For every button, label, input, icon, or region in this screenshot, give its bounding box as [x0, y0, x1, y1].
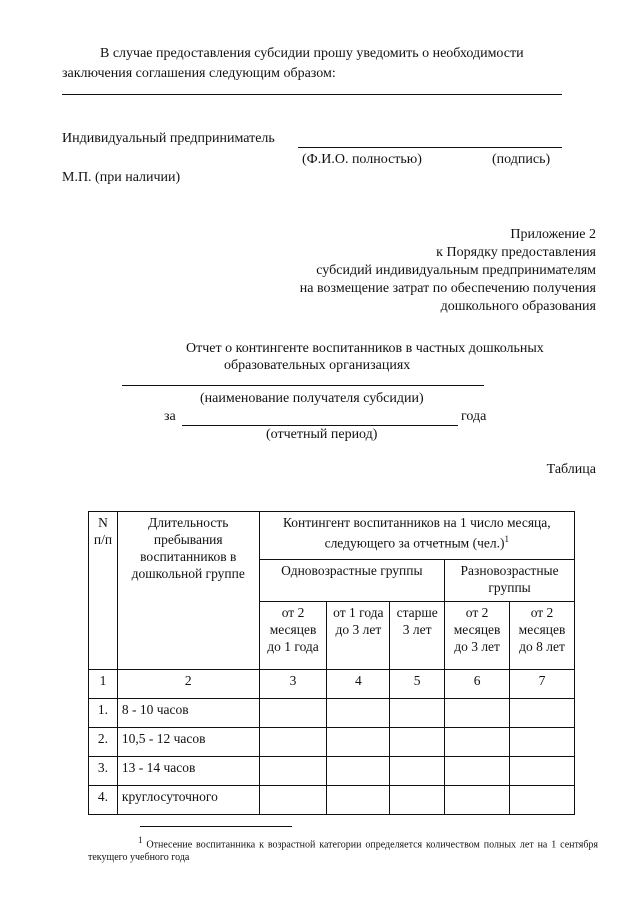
seal-label: М.П. (при наличии) — [62, 170, 181, 185]
appendix-line: к Порядку предоставления — [436, 245, 596, 260]
subheader-cell: старше 3 лет — [390, 602, 445, 670]
fio-caption: (Ф.И.О. полностью) — [302, 152, 422, 167]
column-number: 1 — [89, 670, 118, 699]
table-row — [89, 757, 575, 786]
period-blank-line — [182, 425, 458, 426]
report-title-line1: Отчет о контингенте воспитанников в частных дошкольных — [186, 341, 544, 356]
data-cell[interactable] — [327, 699, 390, 728]
row-number: 1. — [89, 699, 118, 728]
data-cell[interactable] — [327, 757, 390, 786]
entrepreneur-blank-line — [298, 147, 562, 148]
data-cell[interactable] — [259, 757, 327, 786]
data-cell[interactable] — [510, 728, 575, 757]
column-number: 5 — [390, 670, 445, 699]
footnote-text: Отнесение воспитанника к возрастной категории определяется количеством полных лет на 1 сентября текущего учебного года — [88, 839, 599, 864]
footnote-separator — [140, 826, 292, 827]
sign-caption: (подпись) — [492, 152, 551, 167]
data-cell[interactable] — [445, 757, 510, 786]
data-cell[interactable] — [390, 699, 445, 728]
data-cell[interactable] — [327, 728, 390, 757]
data-cell[interactable] — [259, 728, 327, 757]
period-prefix: за — [164, 409, 176, 424]
subheader-cell: от 1 года до 3 лет — [327, 602, 390, 670]
data-cell[interactable] — [259, 699, 327, 728]
header-number: N п/п — [89, 512, 118, 670]
footnote-mark: 1 — [138, 835, 143, 845]
recipient-caption: (наименование получателя субсидии) — [200, 391, 424, 406]
contingent-table — [88, 511, 575, 815]
row-label: круглосуточного — [117, 786, 259, 815]
header-contingent-text: Контингент воспитанников на 1 число месяца, следующего за отчетным (чел.) — [282, 515, 551, 551]
data-cell[interactable] — [445, 728, 510, 757]
row-number: 3. — [89, 757, 118, 786]
row-label: 8 - 10 часов — [117, 699, 259, 728]
row-label: 10,5 - 12 часов — [117, 728, 259, 757]
table-row — [89, 699, 575, 728]
data-cell[interactable] — [259, 786, 327, 815]
header-duration: Длительность пребывания воспитанников в дошкольной группе — [117, 512, 259, 670]
appendix-line: дошкольного образования — [440, 299, 596, 314]
appendix-header — [300, 226, 596, 316]
column-number: 7 — [510, 670, 575, 699]
data-cell[interactable] — [390, 757, 445, 786]
table-row — [89, 786, 575, 815]
appendix-line: на возмещение затрат по обеспечению получения — [299, 281, 596, 296]
column-number: 3 — [259, 670, 327, 699]
recipient-blank-line — [122, 385, 484, 386]
data-cell[interactable] — [390, 786, 445, 815]
row-label: 13 - 14 часов — [117, 757, 259, 786]
data-cell[interactable] — [510, 757, 575, 786]
subheader-cell: от 2 месяцев до 1 года — [259, 602, 327, 670]
data-cell[interactable] — [445, 699, 510, 728]
column-number: 6 — [445, 670, 510, 699]
footnote — [88, 834, 598, 864]
table-row — [89, 728, 575, 757]
notification-blank-line — [62, 94, 562, 95]
header-contingent — [259, 512, 574, 560]
row-number: 4. — [89, 786, 118, 815]
subheader-cell: от 2 месяцев до 3 лет — [445, 602, 510, 670]
data-cell[interactable] — [510, 699, 575, 728]
table-label: Таблица — [546, 462, 596, 477]
column-number: 4 — [327, 670, 390, 699]
column-number: 2 — [117, 670, 259, 699]
data-cell[interactable] — [445, 786, 510, 815]
data-cell[interactable] — [327, 786, 390, 815]
period-caption: (отчетный период) — [266, 427, 378, 442]
report-title-line2: образовательных организациях — [224, 358, 411, 373]
entrepreneur-label: Индивидуальный предприниматель — [62, 131, 275, 146]
subheader-cell: от 2 месяцев до 8 лет — [510, 602, 575, 670]
intro-paragraph: В случае предоставления субсидии прошу уведомить о необходимости заключения соглашения следующим образом: — [62, 46, 524, 81]
period-suffix: года — [461, 409, 487, 424]
data-cell[interactable] — [510, 786, 575, 815]
appendix-line: Приложение 2 — [510, 227, 596, 242]
header-mixed-age: Разновозрастные группы — [445, 560, 575, 602]
appendix-line: субсидий индивидуальным предпринимателям — [316, 263, 596, 278]
data-cell[interactable] — [390, 728, 445, 757]
header-same-age: Одновозрастные группы — [259, 560, 445, 602]
footnote-ref: 1 — [504, 534, 509, 544]
row-number: 2. — [89, 728, 118, 757]
